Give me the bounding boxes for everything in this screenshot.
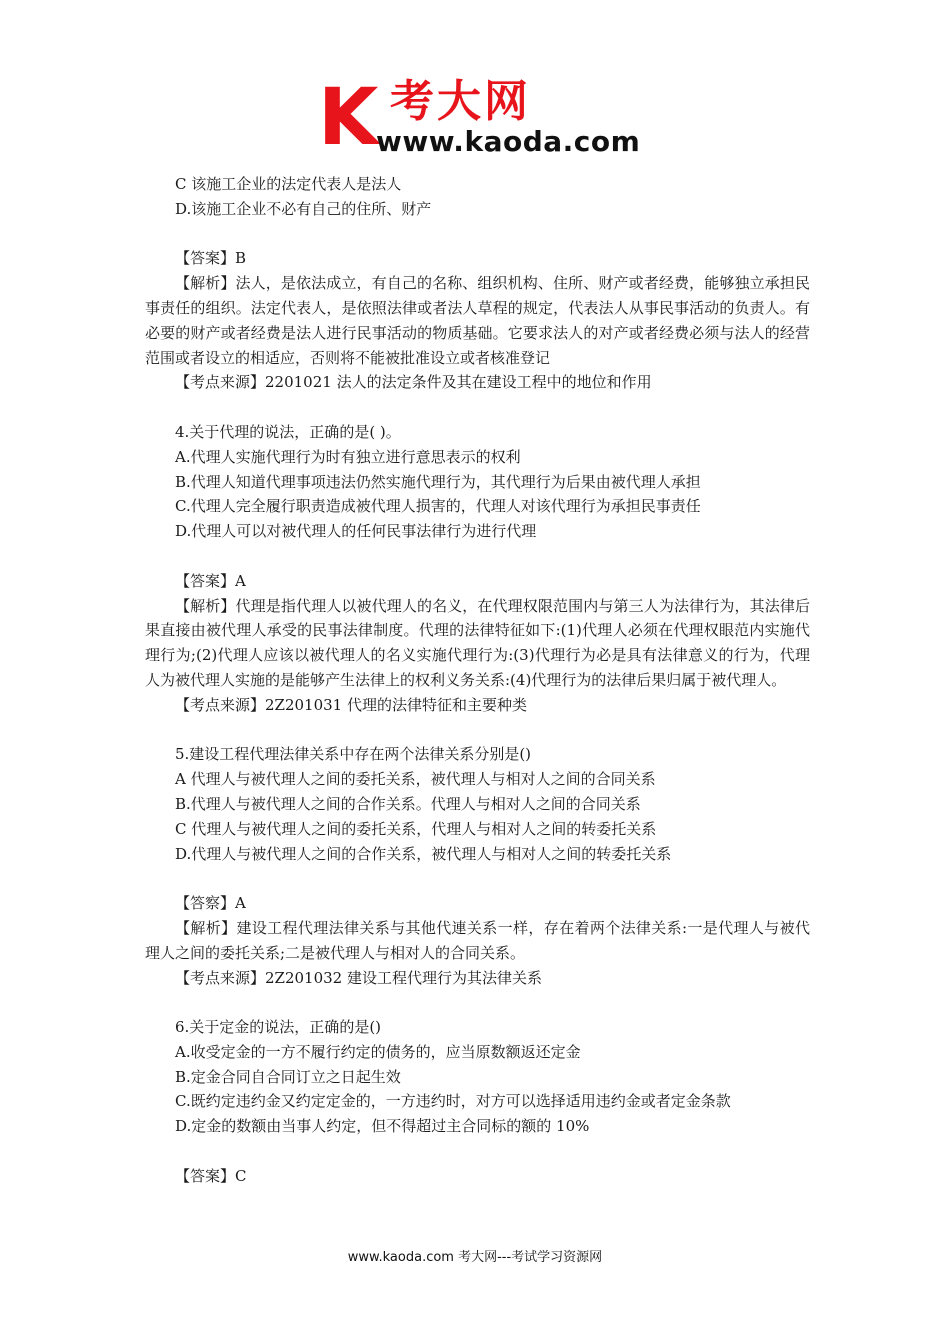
q3-analysis: 【解析】法人，是依法成立，有自己的名称、组织机构、住所、财产或者经费，能够独立承担民事责任的组织。法定代表人，是依照法律或者法人草程的规定，代表法人从事民事活动的负责人。有必要的财产或者经费是法人进行民事活动的物质基础。它要求法人的对产或者经费必须与法人的经营范围或者设立的相适应，否则将不能被批准设立或者核准登记	[145, 274, 810, 367]
q4-option-d: D.代理人可以对被代理人的任何民事法律行为进行代理	[175, 522, 537, 541]
q3-source: 【考点来源】2201021 法人的法定条件及其在建设工程中的地位和作用	[175, 373, 652, 392]
q5-analysis: 【解析】建设工程代理法律关系与其他代連关系一样，存在着两个法律关系:一是代理人与被代理人之间的委托关系;二是被代理人与相对人的合同关系。	[145, 918, 810, 962]
q6-option-a: A.收受定金的一方不履行约定的债务的，应当原数额返还定金	[175, 1042, 581, 1061]
q4-analysis: 【解析】代理是指代理人以被代理人的名义，在代理权限范围内与第三人为法律行为，其法律后果直接由被代理人承受的民事法律制度。代理的法律特征如下:(1)代理人必须在代理权眼范内实施代理行为;(2)代理人应该以被代理人的名义实施代理行为:(3)代理行为必是具有法律意义的行为，代理人为被代理人实施的是能够产生法律上的权利义务关系:(4)代理行为的法律后果归属于被代理人。	[145, 596, 810, 689]
logo-site-name: 考大网	[390, 76, 531, 127]
q4-option-a: A.代理人实施代理行为时有独立进行意思表示的权利	[175, 447, 521, 466]
q6-option-d: D.定金的数额由当事人约定，但不得超过主合同标的额的 10%	[175, 1117, 590, 1136]
q6-option-c: C.既约定违约金又约定定金的，一方违约时，对方可以选择适用违约金或者定金条款	[175, 1092, 731, 1111]
q4-answer: 【答案】A	[175, 571, 246, 590]
q4-question: 4.关于代理的说法，正确的是( )。	[175, 422, 401, 441]
q6-question: 6.关于定金的说法，正确的是()	[175, 1018, 382, 1037]
q3-answer: 【答案】B	[175, 249, 247, 268]
kaoda-logo	[318, 73, 641, 163]
q5-question: 5.建设工程代理法律关系中存在两个法律关系分别是()	[175, 745, 532, 764]
q5-option-c: C 代理人与被代理人之间的委托关系，代理人与相对人之间的转委托关系	[175, 819, 657, 838]
q5-option-b: B.代理人与被代理人之间的合作关系。代理人与相对人之间的合同关系	[175, 794, 641, 813]
q6-option-b: B.定金合同自合同订立之日起生效	[175, 1067, 401, 1086]
document-body	[145, 172, 810, 1189]
q5-option-d: D.代理人与被代理人之间的合作关系，被代理人与相对人之间的转委托关系	[175, 844, 672, 863]
page-footer: www.kaoda.com 考大网---考试学习资源网	[347, 1250, 603, 1265]
q4-option-c: C.代理人完全履行职责造成被代理人损害的，代理人对该代理行为承担民事责任	[175, 497, 701, 516]
q3-option-c: C 该施工企业的法定代表人是法人	[175, 175, 402, 193]
q5-answer: 【答察】A	[175, 894, 246, 913]
q5-option-a: A 代理人与被代理人之间的委托关系，被代理人与相对人之间的合同关系	[175, 770, 656, 789]
logo-url: www.kaoda.com	[376, 125, 641, 158]
q6-answer: 【答案】C	[175, 1166, 247, 1185]
q5-source: 【考点来源】2Z201032 建设工程代理行为其法律关系	[175, 968, 542, 987]
logo-k-mark: K	[318, 73, 375, 163]
q4-option-b: B.代理人知道代理事项违法仍然实施代理行为，其代理行为后果由被代理人承担	[175, 472, 701, 491]
q4-source: 【考点来源】2Z201031 代理的法律特征和主要种类	[175, 695, 527, 714]
q3-option-d: D.该施工企业不必有自己的住所、财产	[175, 199, 432, 218]
